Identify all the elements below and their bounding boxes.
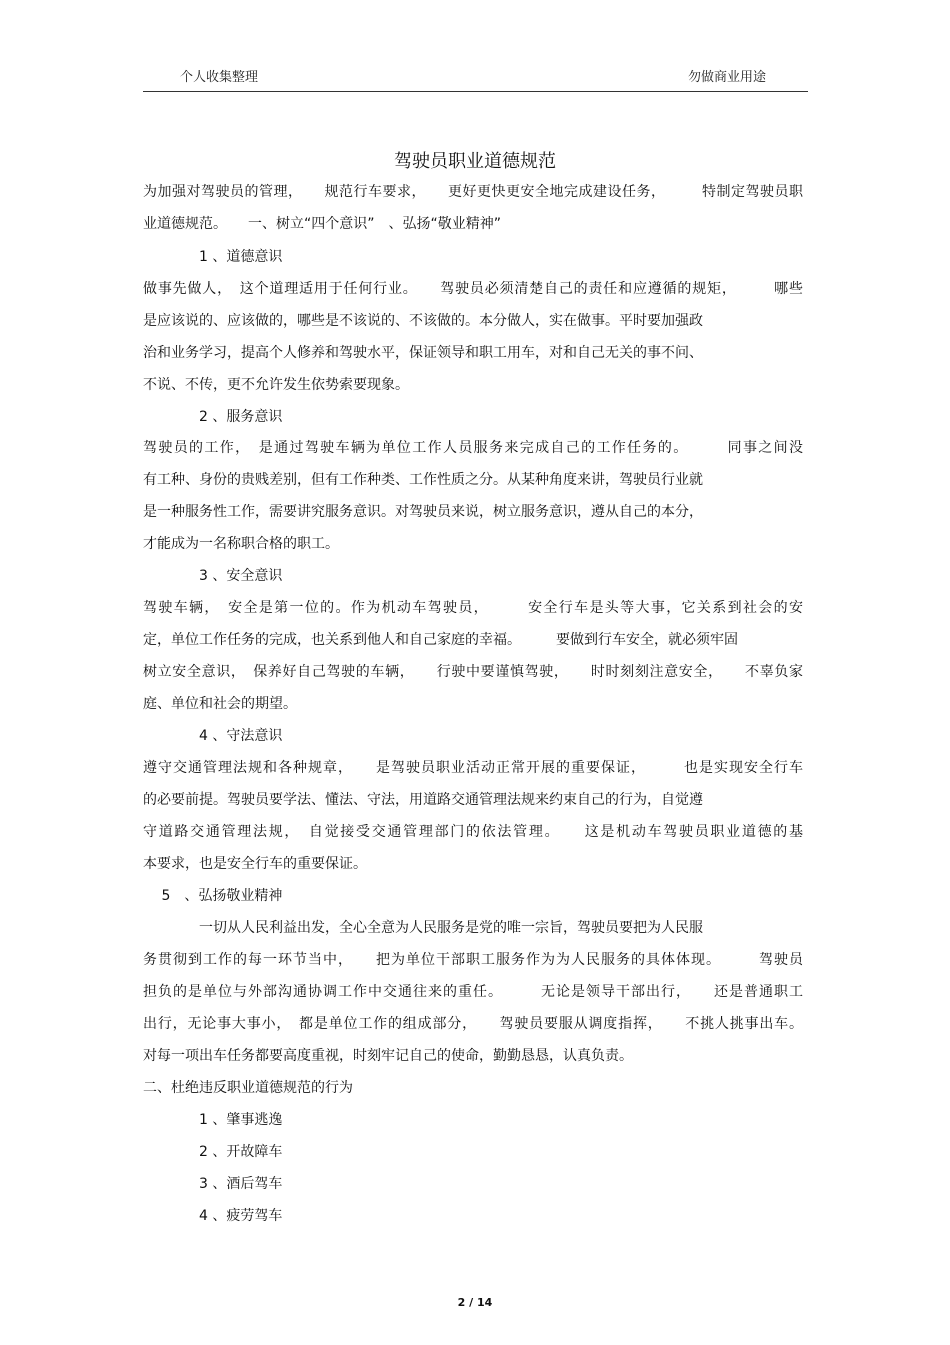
body-line: 本要求，也是安全行车的重要保证。 (143, 856, 367, 872)
body-line: 5 、弘扬敬业精神 (143, 888, 283, 904)
body-line: 守道路交通管理法规， 自觉接受交通管理部门的依法管理。 这是机动车驾驶员职业道德的基 (143, 824, 803, 840)
body-line: 为加强对驾驶员的管理， 规范行车要求， 更好更快更安全地完成建设任务， 特制定驾驶员职 (143, 184, 803, 200)
body-line: 才能成为一名称职合格的职工。 (143, 536, 339, 552)
header-left: 个人收集整理 (180, 70, 259, 85)
header-right: 勿做商业用途 (688, 70, 767, 85)
body-line: 3 、酒后驾车 (143, 1176, 283, 1192)
body-line: 1 、肇事逃逸 (143, 1112, 283, 1128)
header-rule (143, 91, 808, 92)
body-line: 驾驶车辆， 安全是第一位的。作为机动车驾驶员， 安全行车是头等大事，它关系到社会的安 (143, 600, 803, 616)
body-line: 遵守交通管理法规和各种规章， 是驾驶员职业活动正常开展的重要保证， 也是实现安全行车 (143, 760, 803, 776)
body-line: 1 、道德意识 (143, 249, 283, 265)
body-line: 做事先做人， 这个道理适用于任何行业。 驾驶员必须清楚自己的责任和应遵循的规矩， 哪些 (143, 281, 803, 297)
document-title: 驾驶员职业道德规范 (394, 151, 556, 172)
body-line: 3 、安全意识 (143, 568, 283, 584)
body-line: 治和业务学习，提高个人修养和驾驶水平，保证领导和职工用车，对和自己无关的事不问、 (143, 345, 703, 361)
body-line: 2 、服务意识 (143, 409, 283, 425)
body-line: 4 、守法意识 (143, 728, 283, 744)
body-line: 驾驶员的工作， 是通过驾驶车辆为单位工作人员服务来完成自己的工作任务的。 同事之间没 (143, 440, 803, 456)
body-line: 出行，无论事大事小， 都是单位工作的组成部分， 驾驶员要服从调度指挥， 不挑人挑事出车。 (143, 1016, 803, 1032)
body-line: 一切从人民利益出发，全心全意为人民服务是党的唯一宗旨，驾驶员要把为人民服 (143, 920, 703, 936)
body-line: 是一种服务性工作，需要讲究服务意识。对驾驶员来说，树立服务意识，遵从自己的本分， (143, 504, 703, 520)
body-line: 4 、疲劳驾车 (143, 1208, 283, 1224)
body-line: 树立安全意识， 保养好自己驾驶的车辆， 行驶中要谨慎驾驶， 时时刻刻注意安全， 不辜负家 (143, 664, 803, 680)
body-line: 2 、开故障车 (143, 1144, 283, 1160)
body-line: 业道德规范。 一、树立“四个意识” 、弘扬“敬业精神” (143, 216, 502, 232)
body-line: 对每一项出车任务都要高度重视，时刻牢记自己的使命，勤勤恳恳，认真负责。 (143, 1048, 633, 1064)
body-line: 是应该说的、应该做的，哪些是不该说的、不该做的。本分做人，实在做事。平时要加强政 (143, 313, 703, 329)
body-line: 定，单位工作任务的完成，也关系到他人和自己家庭的幸福。 要做到行车安全，就必须牢固 (143, 632, 738, 648)
body-line: 不说、不传，更不允许发生依势索要现象。 (143, 377, 409, 393)
body-line: 务贯彻到工作的每一环节当中， 把为单位干部职工服务作为为人民服务的具体体现。 驾驶员 (143, 952, 803, 968)
body-line: 二、杜绝违反职业道德规范的行为 (143, 1080, 353, 1096)
body-line: 的必要前提。驾驶员要学法、懂法、守法，用道路交通管理法规来约束自己的行为，自觉遵 (143, 792, 703, 808)
body-line: 有工种、身份的贵贱差别，但有工作种类、工作性质之分。从某种角度来讲，驾驶员行业就 (143, 472, 703, 488)
body-line: 担负的是单位与外部沟通协调工作中交通往来的重任。 无论是领导干部出行， 还是普通职工 (143, 984, 803, 1000)
body-line: 庭、单位和社会的期望。 (143, 696, 297, 712)
page-number: 2 / 14 (457, 1296, 493, 1309)
